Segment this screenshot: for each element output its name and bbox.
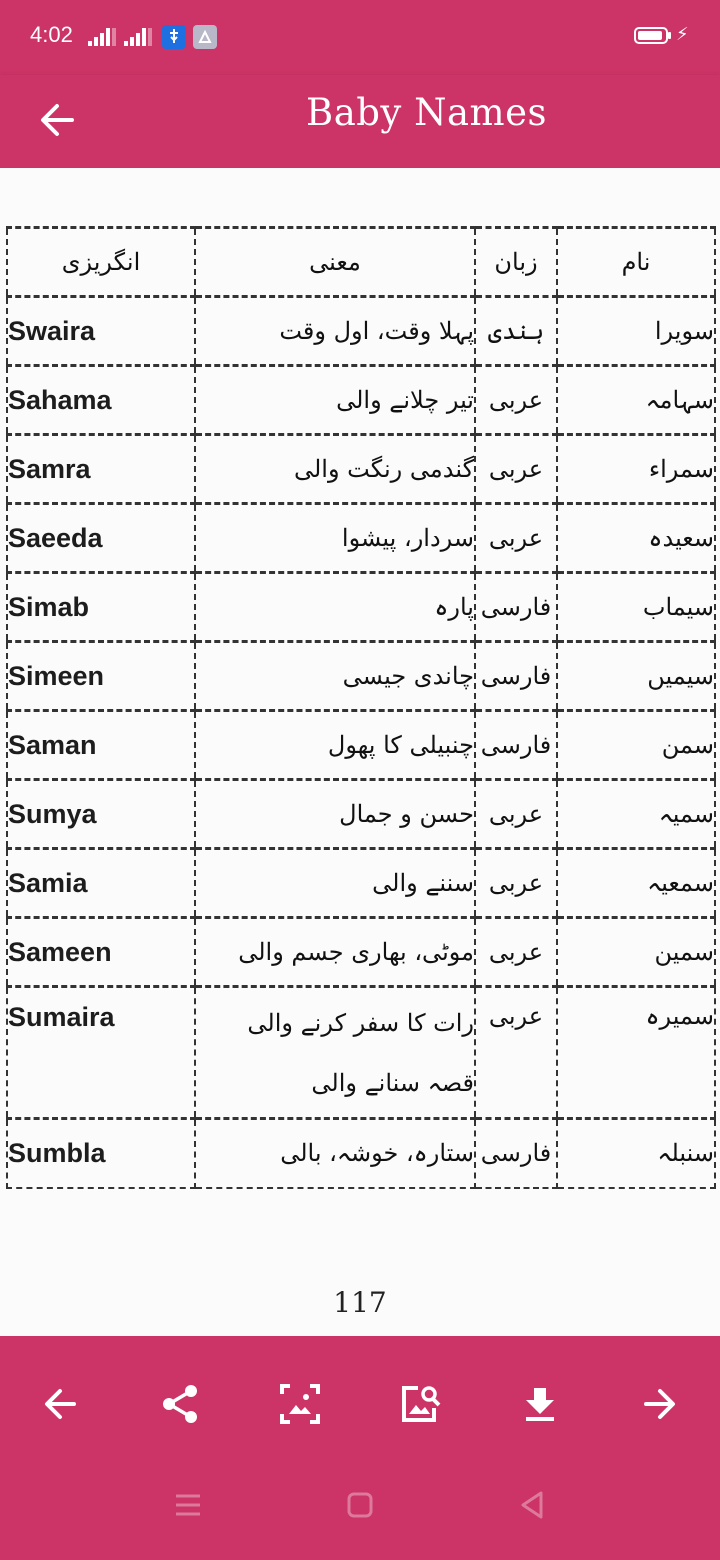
arrow-left-icon [38,1382,82,1426]
download-icon [518,1382,562,1426]
image-search-icon [398,1382,442,1426]
back-button[interactable] [30,93,84,147]
menu-nav-button[interactable] [168,1485,208,1525]
table-header-row [7,228,715,297]
table-row [7,987,715,1119]
meaning-cell: گندمی رنگت والی [195,435,475,504]
english-name: Samra [7,435,195,504]
table-row [7,1119,715,1188]
status-time: 4:02 [30,22,73,47]
urdu-name: سیمیں [557,642,715,711]
image-fit-icon [278,1382,322,1426]
table-row [7,573,715,642]
table-row [7,849,715,918]
arrow-left-icon [30,93,84,147]
language-cell: عربی [475,435,557,504]
search-image-button[interactable] [392,1376,448,1432]
meaning-cell: موٹی، بھاری جسم والی [195,918,475,987]
meaning-cell: پارہ [195,573,475,642]
meaning-cell: تیر چلانے والی [195,366,475,435]
table-row [7,504,715,573]
header-meaning: معنی [195,228,475,297]
english-name: Samia [7,849,195,918]
share-button[interactable] [152,1376,208,1432]
language-cell: فارسی [475,1119,557,1188]
urdu-name: سمیہ [557,780,715,849]
header-name: نام [557,228,715,297]
drive-icon [193,25,217,49]
page-number: 117 [333,1286,387,1319]
language-cell: ہندی [475,297,557,366]
language-cell: عربی [475,918,557,987]
download-button[interactable] [512,1376,568,1432]
english-name: Sumya [7,780,195,849]
english-name: Swaira [7,297,195,366]
charging-icon: ⚡ [676,24,689,45]
meaning-cell: چاندی جیسی [195,642,475,711]
table-row [7,366,715,435]
battery-icon [634,27,668,44]
meaning-cell: حسن و جمال [195,780,475,849]
language-cell: عربی [475,987,557,1119]
battery-tip [668,32,671,39]
language-cell: عربی [475,366,557,435]
header-english: انگریزی [7,228,195,297]
previous-button[interactable] [32,1376,88,1432]
english-name: Saman [7,711,195,780]
urdu-name: سیماب [557,573,715,642]
table-row [7,780,715,849]
language-cell: فارسی [475,642,557,711]
language-cell: عربی [475,780,557,849]
fit-image-button[interactable] [272,1376,328,1432]
urdu-name: سمعیہ [557,849,715,918]
language-cell: فارسی [475,573,557,642]
english-name: Sahama [7,366,195,435]
back-nav-button[interactable] [512,1485,552,1525]
page-title: Baby Names [306,91,548,134]
next-button[interactable] [632,1376,688,1432]
urdu-name: سنبلہ [557,1119,715,1188]
arrow-right-icon [638,1382,682,1426]
urdu-name: سمراء [557,435,715,504]
english-name: Sumbla [7,1119,195,1188]
language-cell: عربی [475,504,557,573]
language-cell: فارسی [475,711,557,780]
meaning-cell: چنبیلی کا پھول [195,711,475,780]
table-row [7,642,715,711]
app-bar [0,75,720,168]
table-row [7,435,715,504]
language-cell: عربی [475,849,557,918]
share-icon [158,1382,202,1426]
urdu-name: سہامہ [557,366,715,435]
urdu-name: سمیرہ [557,987,715,1119]
table-row [7,711,715,780]
meaning-cell: ستارہ، خوشہ، بالی [195,1119,475,1188]
home-nav-button[interactable] [340,1485,380,1525]
urdu-name: سمن [557,711,715,780]
usb-icon [162,25,186,49]
meaning-cell: سردار، پیشوا [195,504,475,573]
names-table [6,226,716,1189]
english-name: Simeen [7,642,195,711]
english-name: Sumaira [7,987,195,1119]
urdu-name: سعیدہ [557,504,715,573]
meaning-cell: سننے والی [195,849,475,918]
table-row [7,297,715,366]
meaning-cell: پہلا وقت، اول وقت [195,297,475,366]
signal-icon-2 [124,28,152,46]
system-nav-bar [0,1455,720,1560]
urdu-name: سمین [557,918,715,987]
urdu-name: سویرا [557,297,715,366]
signal-icon [88,28,116,46]
english-name: Saeeda [7,504,195,573]
table-row [7,918,715,987]
english-name: Sameen [7,918,195,987]
meaning-cell: رات کا سفر کرنے والی قصہ سنانے والی [195,987,475,1119]
scanned-page [0,168,720,1336]
english-name: Simab [7,573,195,642]
header-language: زبان [475,228,557,297]
status-bar [0,0,720,75]
